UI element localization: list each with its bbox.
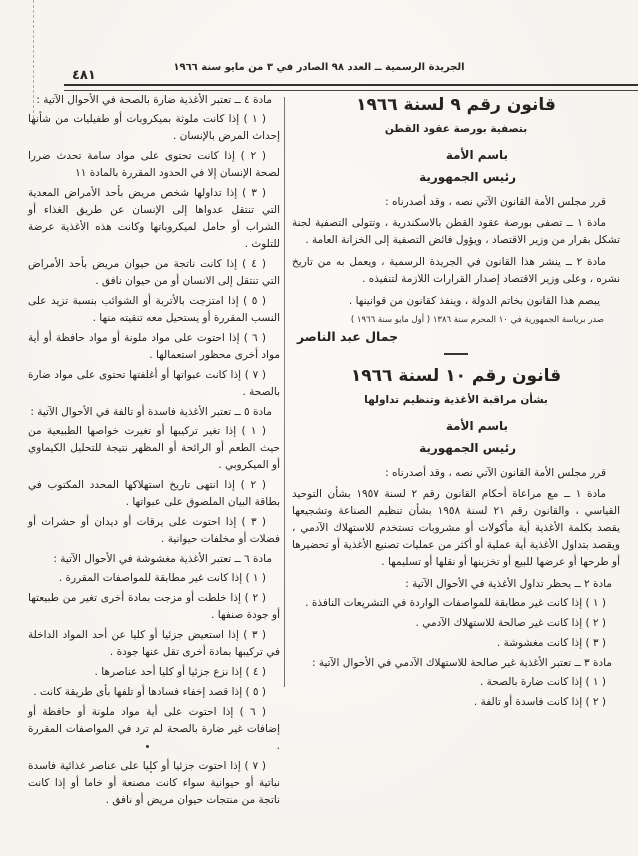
law10-article-2-item: ( ١ ) إذا كانت غير مطابقة للمواصفات الواردة في التشريعات النافذة . — [305, 597, 606, 609]
law10-subtitle: بشأن مراقبة الأغذية وتنظيم تداولها — [364, 394, 548, 406]
law10-bism: باسم الأمة — [445, 419, 508, 433]
law10-article-2-heading: مادة ٢ ــ يحظر تداول الأغذية في الأحوال الآتية : — [405, 578, 612, 590]
header-rule — [64, 84, 638, 91]
law10-article-4-item: ( ٢ ) إذا كانت تحتوى على مواد سامة تحدث ضررا لصحة الإنسان إلا في الحدود المقررة بالمادة ١١ — [28, 150, 280, 179]
law10-article-4-item: ( ٧ ) إذا كانت عبواتها أو أغلفتها تحتوى على مواد ضارة بالصحة . — [28, 369, 280, 398]
law10-article-6-item: ( ٥ ) إذا قصد إخفاء فسادها أو تلفها بأى طريقة كانت . — [33, 686, 266, 698]
law10-article-2-item: ( ٢ ) إذا كانت غير صالحة للاستهلاك الآدمي . — [415, 617, 606, 629]
law10-article-3-item: ( ٢ ) إذا كانت فاسدة أو تالفة . — [473, 696, 606, 708]
law10-article-6-item: ( ١ ) إذا كانت غير مطابقة للمواصفات المقررة . — [58, 572, 266, 584]
law9-seal-clause: يبصم هذا القانون بخاتم الدولة ، وينفذ كقانون من قوانينها . — [348, 295, 600, 307]
law10-article-6-item: ( ٤ ) إذا نزع جزئيا أو كليا أحد عناصرها . — [94, 666, 266, 678]
law10-article-6-item: ( ٣ ) إذا استعيض جزئيا أو كليا عن أحد المواد الداخلة في تركيبها بمادة أخرى تقل عنها جودة . — [28, 629, 280, 658]
law10-article-3-heading: مادة ٣ ــ تعتبر الأغذية غير صالحة للاستهلاك الآدمي في الأحوال الآتية : — [311, 657, 612, 669]
law10-article-6-heading: مادة ٦ ــ تعتبر الأغذية مغشوشة في الأحوال الآتية : — [53, 553, 272, 565]
right-column — [292, 93, 620, 714]
law10-preamble: قرر مجلس الأمة القانون الآتي نصه ، وقد أصدرناه : — [385, 467, 606, 479]
law10-article-4-item: ( ٤ ) إذا كانت ناتجة من حيوان مريض بأحد الأمراض التي تنتقل إلى الانسان أو من حيوان نافق . — [28, 258, 280, 287]
law9-article-2: مادة ٢ ــ ينشر هذا القانون في الجريدة الرسمية ، ويعمل به من تاريخ نشره ، وعلى وزير الاقتصاد إصدار القرارات اللازمة لتنفيذه . — [292, 256, 620, 285]
law9-article-1: مادة ١ ــ تصفى بورصة عقود القطن بالاسكندرية ، وتتولى التصفية لجنة تشكل بقرار من وزير الاقتصاد ، ويؤول فائض التصفية إلى الخزانة العامة . — [292, 217, 620, 246]
law9-bism: باسم الأمة — [445, 148, 508, 162]
law10-article-4-item: ( ١ ) إذا كانت ملوثة بميكروبات أو طفيليات من شأنها إحداث المرض بالإنسان . — [28, 113, 280, 142]
law10-article-4-heading: مادة ٤ ــ تعتبر الأغذية ضارة بالصحة في الأحوال الآتية : — [36, 94, 272, 106]
law9-preamble: قرر مجلس الأمة القانون الآتي نصه ، وقد أصدرناه : — [385, 196, 606, 208]
law10-issuer: رئيس الجمهورية — [419, 441, 516, 455]
law9-title: قانون رقم ٩ لسنة ١٩٦٦ — [356, 95, 556, 115]
law10-article-3-item: ( ١ ) إذا كانت ضارة بالصحة . — [480, 676, 606, 688]
section-divider — [444, 353, 468, 355]
column-divider — [284, 97, 285, 687]
law10-article-5-item: ( ١ ) إذا تغير تركيبها أو تغيرت خواصها الطبيعية من حيث الطعم أو الرائحة أو المظهر نتيجة للتحليل الكيماوي أو الميكروبي . — [28, 425, 280, 471]
law10-article-5-heading: مادة ٥ ــ تعتبر الأغذية فاسدة أو تالفة في الأحوال الآتية : — [30, 406, 272, 418]
law9-subtitle: بتصفية بورصة عقود القطن — [384, 123, 528, 135]
law10-article-5-item: ( ٢ ) إذا انتهى تاريخ استهلاكها المحدد المكتوب في بطاقة البيان الملصوق على عبواتها . — [28, 479, 280, 508]
law10-article-6-item: ( ٢ ) إذا خلطت أو مزجت بمادة أخرى تغير من طبيعتها أو جودة صنفها . — [28, 592, 280, 621]
law10-article-4-item: ( ٣ ) إذا تداولها شخص مريض بأحد الأمراض المعدية التي تنتقل عدواها إلى الإنسان عن طريق الغذاء أو الشراب أو حامل لميكروباتها وكانت هذه الأغذية عرضة للتلوث . — [28, 187, 280, 250]
law10-article-1: مادة ١ ــ مع مراعاة أحكام القانون رقم ٢ لسنة ١٩٥٧ بشأن التوحيد القياسي ، والقانون رقم ٢١ لسنة ١٩٥٨ بشأن تنظيم الصناعة وتشجيعها يقصد بكلمة الأغذية أية مأكولات أو مشروبات تستخدم للاستهلاك الآدمي ، ويقصد بتداول الأغذية أية عملية أو أكثر من عمليات تصنيع الأغذية أو تحضيرها أو طرحها أو عرضها للبيع أو تخزينها أو نقلها أو تسليمها . — [292, 488, 620, 568]
page-number: ٤٨١ — [72, 68, 96, 83]
law9-issuance-line: صدر برياسة الجمهورية في ١٠ المحرم سنة ١٣٨٦ ( أول مايو سنة ١٩٦٦ ) — [350, 315, 604, 325]
law10-article-6-item: ( ٧ ) إذا احتوت جزئيا أو كليا على عناصر غذائية فاسدة نباتية أو حيوانية سواء كانت مصنعة أو خاما أو إذا كانت ناتجة من منتجات حيوان مريض أو نافق . — [28, 760, 280, 806]
law10-article-4-item: ( ٥ ) إذا امتزجت بالأتربة أو الشوائب بنسبة تزيد على النسب المقررة أو يستحيل معه تنقيته منها . — [28, 295, 280, 324]
law9-signature: جمال عبد الناصر — [297, 329, 399, 344]
law9-issuer: رئيس الجمهورية — [419, 170, 516, 184]
law10-title: قانون رقم ١٠ لسنة ١٩٦٦ — [350, 366, 562, 386]
left-column — [28, 92, 280, 812]
law10-article-6-item: ( ٦ ) إذا احتوت على أية مواد ملونة أو حافظة أو إضافات غير ضارة بالصحة لم ترد في المواصفات المقررة . — [28, 706, 280, 752]
law10-article-5-item: ( ٣ ) إذا احتوت على يرقات أو ديدان أو حشرات أو فضلات أو مخلفات حيوانية . — [28, 516, 280, 545]
law10-article-2-item: ( ٣ ) إذا كانت مغشوشة . — [496, 637, 606, 649]
masthead: الجريدة الرسمية ــ العدد ٩٨ الصادر في ٣ من مايو سنة ١٩٦٦ — [173, 62, 465, 73]
law10-article-4-item: ( ٦ ) إذا احتوت على مواد ملونة أو مواد حافظة أو أية مواد أخرى محظور استعمالها . — [28, 332, 280, 361]
